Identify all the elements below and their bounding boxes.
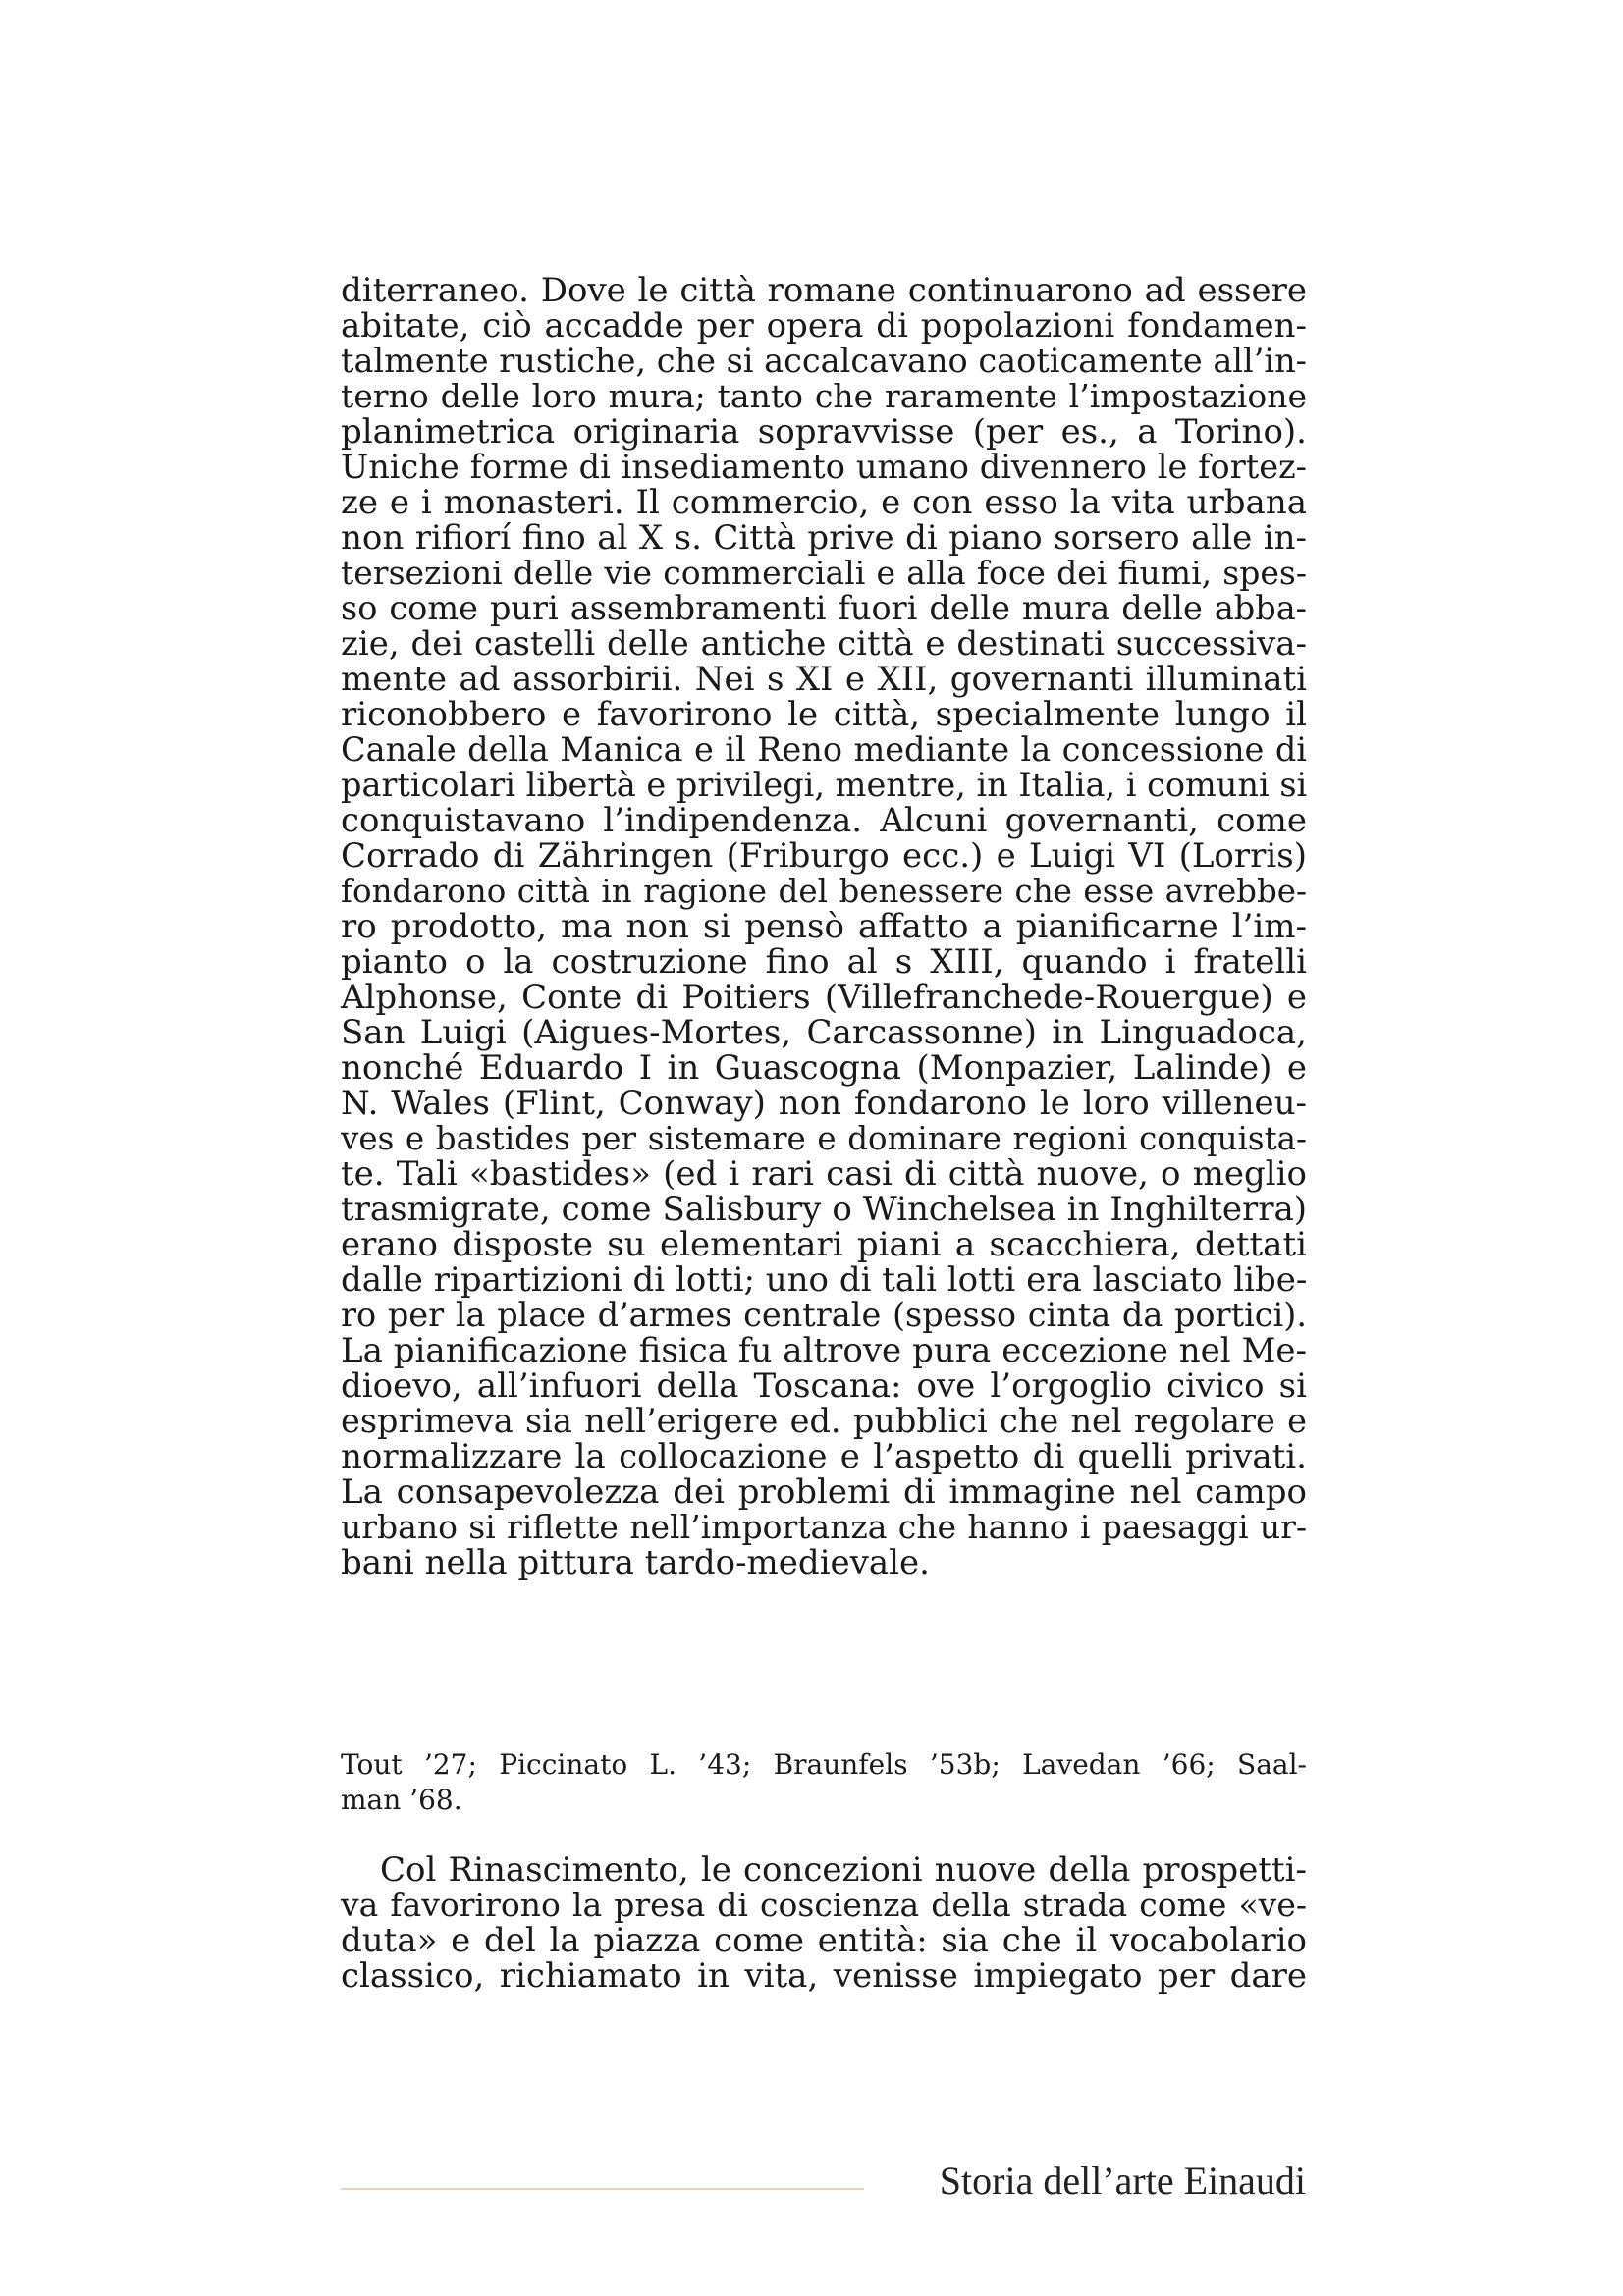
text-line: nonché Eduardo I in Guascogna (Monpazier, Lalinde) e (341, 1048, 1307, 1088)
text-line: ro per la place d’armes centrale (spesso cinta da portici). (341, 1296, 1307, 1334)
text-line: dalle ripartizioni di lotti; uno di tali lotti era lasciato libe- (341, 1260, 1308, 1300)
footer-rule (341, 2188, 864, 2190)
text-line: ze e i monasteri. Il commercio, e con esso la vita urbana (341, 483, 1307, 522)
main-text-paragraph (341, 273, 1307, 1580)
bibliography-line: Tout ’27; Piccinato L. ’43; Braunfels ’53b; Lavedan ’66; Saal- (341, 1748, 1307, 1781)
text-line: classico, richiamato in vita, venisse impiegato per dare (341, 1956, 1307, 1996)
text-line: Corrado di Zähringen (Friburgo ecc.) e Luigi VI (Lorris) (341, 836, 1307, 876)
text-line: conquistavano l’indipendenza. Alcuni governanti, come (341, 801, 1307, 840)
footer-title: Storia dell’arte Einaudi (939, 2159, 1306, 2203)
text-line: bani nella pittura tardo-medievale. (341, 1543, 930, 1582)
text-line: so come puri assembramenti fuori delle mura delle abba- (341, 589, 1307, 627)
text-line: zie, dei castelli delle antiche città e destinati successiva- (341, 624, 1307, 664)
text-line: Uniche forme di insediamento umano divennero le fortez- (341, 448, 1307, 486)
text-line: esprimeva sia nell’erigere ed. pubblici che nel regolare e (341, 1402, 1307, 1440)
text-line: te. Tali «bastides» (ed i rari casi di città nuove, o meglio (341, 1154, 1307, 1194)
second-paragraph (341, 1852, 1307, 1994)
text-line: fondarono città in ragione del benessere che esse avrebbe- (341, 873, 1307, 910)
text-line: va favorirono la presa di coscienza della strada come «ve- (341, 1886, 1307, 1924)
text-line: San Luigi (Aigues-Mortes, Carcassonne) in Linguadoca, (341, 1013, 1307, 1052)
text-line: erano disposte su elementari piani a scacchiera, dettati (341, 1225, 1307, 1264)
text-line: particolari libertà e privilegi, mentre, in Italia, i comuni si (341, 766, 1308, 804)
text-line: ro prodotto, ma non si pensò affatto a pianificarne l’im- (341, 907, 1307, 946)
text-line: dioevo, all’infuori della Toscana: ove l’orgoglio civico si (341, 1366, 1307, 1406)
text-line: diterraneo. Dove le città romane continuarono ad essere (341, 271, 1307, 310)
text-line: tersezioni delle vie commerciali e alla foce dei fiumi, spes- (341, 554, 1307, 592)
text-line: terno delle loro mura; tanto che raramente l’impostazione (341, 377, 1307, 415)
text-line: pianto o la costruzione fino al s XIII, quando i fratelli (341, 942, 1307, 982)
text-line: Canale della Manica e il Reno mediante la concessione di (341, 730, 1307, 769)
text-line: normalizzare la collocazione e l’aspetto di quelli privati. (341, 1437, 1307, 1476)
text-line: non rifiorí fino al X s. Città prive di piano sorsero alle in- (341, 518, 1307, 558)
text-line: La pianificazione fisica fu altrove pura eccezione nel Me- (341, 1331, 1307, 1370)
text-line: Alphonse, Conte di Poitiers (Villefranchede-Rouergue) e (341, 978, 1307, 1017)
text-line: mente ad assorbirii. Nei s XI e XII, governanti illuminati (341, 660, 1307, 699)
text-line: trasmigrate, come Salisbury o Winchelsea in Inghilterra) (341, 1190, 1307, 1229)
text-line: La consapevolezza dei problemi di immagine nel campo (341, 1472, 1307, 1512)
text-line: talmente rustiche, che si accalcavano caoticamente all’in- (341, 342, 1307, 380)
bibliography (341, 1747, 1307, 1818)
text-line: urbano si riflette nell’importanza che hanno i paesaggi ur- (341, 1508, 1307, 1546)
text-line: duta» e del la piazza come entità: sia che il vocabolario (341, 1921, 1307, 1960)
text-line: Col Rinascimento, le concezioni nuove della prospetti- (380, 1850, 1307, 1890)
text-line: abitate, ciò accadde per opera di popolazioni fondamen- (341, 306, 1307, 346)
text-line: planimetrica originaria sopravvisse (per es., a Torino). (341, 412, 1307, 452)
text-line: N. Wales (Flint, Conway) non fondarono le loro villeneu- (341, 1084, 1307, 1123)
bibliography-line: man ’68. (341, 1784, 462, 1816)
text-line: riconobbero e favorirono le città, specialmente lungo il (341, 695, 1307, 734)
text-line: ves e bastides per sistemare e dominare regioni conquista- (341, 1120, 1307, 1157)
